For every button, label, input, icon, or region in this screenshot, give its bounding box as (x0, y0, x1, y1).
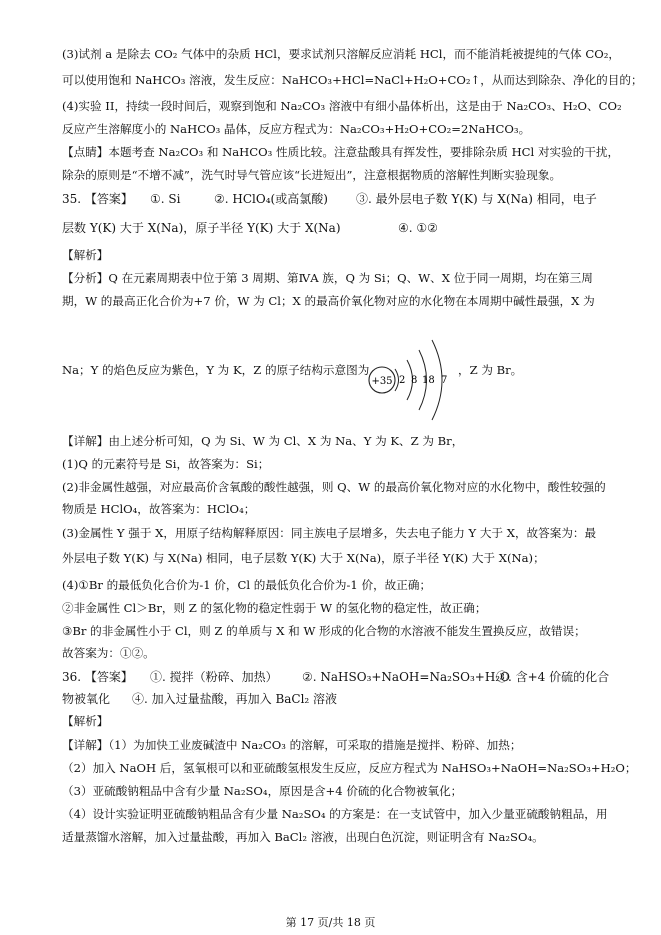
text-line: 物质是 HClO₄，故答案为：HClO₄； (62, 502, 256, 516)
text-line: (3)金属性 Y 强于 X，用原子结构解释原因：同主族电子层增多，失去电子能力 Y 大于 X，故答案为：最 (62, 526, 597, 540)
shell-electrons: 7 (441, 375, 448, 386)
answer-35-3: ③. 最外层电子数 Y(K) 与 X(Na) 相同，电子 (356, 192, 597, 206)
text-line: （4）设计实验证明亚硫酸钠粗品含有少量 Na₂SO₄ 的方案是：在一支试管中，加入少量亚硫酸钠粗品，用 (62, 807, 608, 821)
question-36-label: 36. 【答案】 (62, 670, 133, 684)
section-heading: 【解析】 (62, 714, 109, 728)
text-line: 除杂的原则是“不增不减”，洗气时导气管应该“长进短出”，注意根据物质的溶解性判断实验现象。 (62, 168, 562, 182)
answer-35-2: ②. HClO₄(或高氯酸) (214, 192, 328, 206)
answer-36-3-cont: 物被氧化 (62, 692, 111, 706)
text-line: ，Z 为 Br。 (458, 363, 523, 377)
text-line: Na；Y 的焰色反应为紫色，Y 为 K，Z 的原子结构示意图为 (62, 363, 370, 377)
text-line: (1)Q 的元素符号是 Si，故答案为：Si； (62, 457, 270, 471)
text-line: (2)非金属性越强，对应最高价含氧酸的酸性越强，则 Q、W 的最高价氧化物对应的水化物中，酸性较强的 (62, 480, 606, 494)
text-line: 【点睛】本题考查 Na₂CO₃ 和 NaHCO₃ 性质比较。注意盐酸具有挥发性，要排除杂质 HCl 对实验的干扰， (62, 145, 620, 159)
answer-35-4: ④. ①② (398, 221, 438, 235)
shell-electrons: 2 (399, 375, 406, 386)
question-35-label: 35. 【答案】 (62, 192, 133, 206)
shell-electrons: 18 (422, 375, 435, 386)
answer-36-4: ④. 加入过量盐酸，再加入 BaCl₂ 溶液 (132, 692, 338, 706)
text-line: (3)试剂 a 是除去 CO₂ 气体中的杂质 HCl，要求试剂只溶解反应消耗 HCl，而不能消耗被提纯的气体 CO₂， (62, 47, 620, 61)
text-line: （2）加入 NaOH 后，氢氧根可以和亚硫酸氢根发生反应，反应方程式为 NaHSO₃+NaOH=Na₂SO₃+H₂O； (62, 761, 637, 775)
text-line: 期，W 的最高正化合价为+7 价，W 为 Cl；X 的最高价氧化物对应的水化物在本周期中碱性最强，X 为 (62, 294, 595, 308)
text-line: (4)①Br 的最低负化合价为-1 价，Cl 的最低负化合价为-1 价，故正确； (62, 578, 432, 592)
text-line: 【详解】由上述分析可知，Q 为 Si、W 为 Cl、X 为 Na、Y 为 K、Z 为 Br， (62, 434, 464, 448)
shell-electrons: 8 (411, 375, 418, 386)
section-heading: 【解析】 (62, 248, 109, 262)
page-number: 第 17 页/共 18 页 (285, 916, 376, 929)
text-line: 故答案为：①②。 (62, 646, 155, 660)
text-line: 【详解】（1）为加快工业废碱渣中 Na₂CO₃ 的溶解，可采取的措施是搅拌、粉碎、加热； (62, 738, 522, 752)
nucleus-charge: +35 (371, 376, 393, 387)
text-line: 反应产生溶解度小的 NaHCO₃ 晶体，反应方程式为：Na₂CO₃+H₂O+CO₂=2NaHCO₃。 (62, 122, 531, 136)
text-line: (4)实验 II，持续一段时间后，观察到饱和 Na₂CO₃ 溶液中有细小晶体析出，这是由于 Na₂CO₃、H₂O、CO₂ (62, 99, 622, 113)
text-line: （3）亚硫酸钠粗品中含有少量 Na₂SO₄，原因是含+4 价硫的化合物被氧化； (62, 784, 463, 798)
atom-structure-diagram (362, 336, 454, 424)
text-line: 【分析】Q 在元素周期表中位于第 3 周期、第ⅣA 族，Q 为 Si；Q、W、X 位于同一周期，均在第三周 (62, 271, 593, 285)
answer-35-3-cont: 层数 Y(K) 大于 X(Na)，原子半径 Y(K) 大于 X(Na) (62, 221, 341, 235)
text-line: 可以使用饱和 NaHCO₃ 溶液，发生反应：NaHCO₃+HCl=NaCl+H₂O+CO₂↑，从而达到除杂、净化的目的； (62, 73, 643, 87)
answer-35-1: ①. Si (150, 192, 181, 206)
answer-36-1: ①. 搅拌（粉碎、加热） (150, 670, 278, 684)
text-line: ②非金属性 Cl＞Br，则 Z 的氢化物的稳定性弱于 W 的氢化物的稳定性，故正确； (62, 601, 487, 615)
answer-36-2: ②. NaHSO₃+NaOH=Na₂SO₃+H₂O (302, 670, 510, 684)
text-line: ③Br 的非金属性小于 Cl，则 Z 的单质与 X 和 W 形成的化合物的水溶液不能发生置换反应，故错误； (62, 624, 586, 638)
text-line: 外层电子数 Y(K) 与 X(Na) 相同，电子层数 Y(K) 大于 X(Na)，原子半径 Y(K) 大于 X(Na)； (62, 551, 545, 565)
text-line: 适量蒸馏水溶解，加入过量盐酸，再加入 BaCl₂ 溶液，出现白色沉淀，则证明含有 Na₂SO₄。 (62, 830, 544, 844)
answer-36-3: ③. 含+4 价硫的化合 (496, 670, 610, 684)
